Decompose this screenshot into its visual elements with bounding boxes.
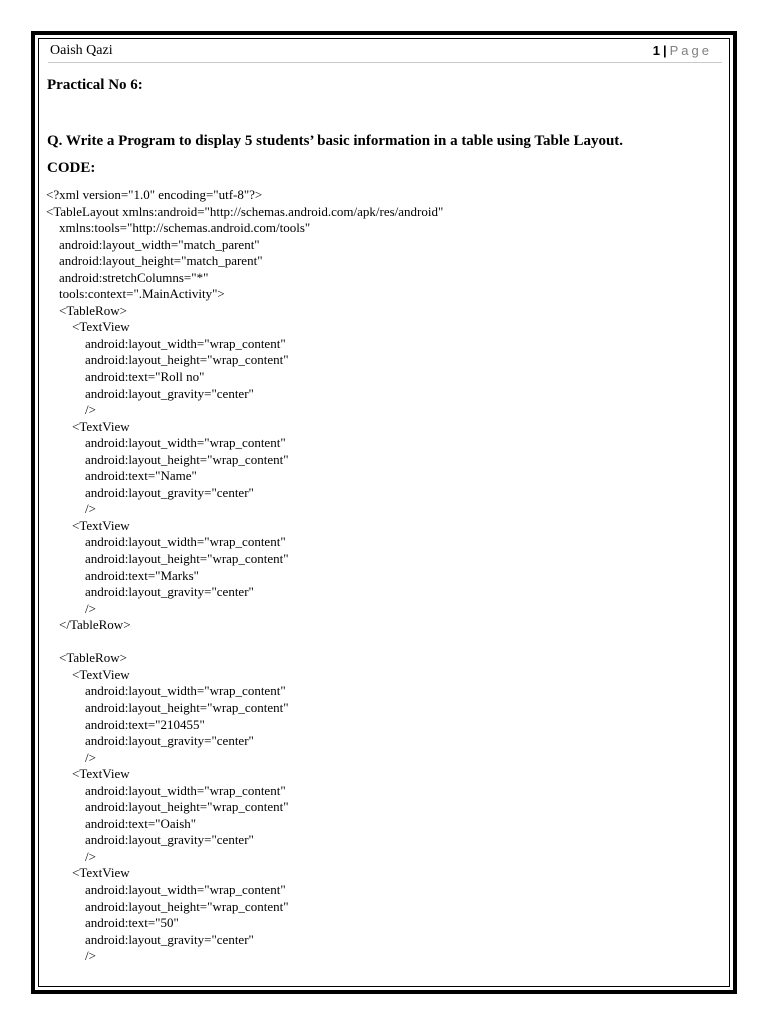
code-line: <?xml version="1.0" encoding="utf-8"?> bbox=[46, 187, 263, 202]
code-line: android:layout_width="wrap_content" bbox=[46, 435, 286, 451]
code-line: android:layout_gravity="center" bbox=[46, 832, 254, 848]
code-line: /> bbox=[46, 501, 96, 517]
code-line: android:text="210455" bbox=[46, 716, 205, 732]
code-line: android:text="Oaish" bbox=[46, 815, 197, 831]
code-line: android:layout_gravity="center" bbox=[46, 484, 254, 500]
header-author: Oaish Qazi bbox=[50, 43, 113, 58]
code-line: android:layout_gravity="center" bbox=[46, 385, 254, 401]
code-line: android:layout_height="wrap_content" bbox=[46, 551, 289, 567]
page-number-value: 1 bbox=[652, 43, 660, 58]
code-label: CODE: bbox=[47, 160, 96, 176]
code-line: android:layout_width="match_parent" bbox=[46, 236, 260, 252]
code-line: android:layout_width="wrap_content" bbox=[46, 335, 286, 351]
question-text: Q. Write a Program to display 5 students’ basic information in a table using Table Layout. bbox=[47, 133, 624, 149]
page-number-separator: | bbox=[662, 43, 667, 58]
code-line: android:layout_gravity="center" bbox=[46, 733, 254, 749]
code-line: android:layout_height="wrap_content" bbox=[46, 799, 289, 815]
code-line: android:text="50" bbox=[46, 915, 179, 931]
code-line: android:layout_gravity="center" bbox=[46, 584, 254, 600]
code-line: android:text="Name" bbox=[46, 468, 197, 484]
practical-title: Practical No 6: bbox=[47, 77, 143, 93]
code-line: /> bbox=[46, 600, 96, 616]
header-page-number bbox=[653, 43, 712, 58]
code-line bbox=[46, 634, 443, 651]
code-line: /> bbox=[46, 402, 96, 418]
code-line: </TableRow> bbox=[46, 617, 131, 633]
code-line: <TextView bbox=[46, 517, 130, 533]
code-line: android:layout_width="wrap_content" bbox=[46, 534, 286, 550]
code-line: tools:context=".MainActivity"> bbox=[46, 286, 225, 302]
code-line: android:layout_width="wrap_content" bbox=[46, 683, 286, 699]
code-line: android:layout_height="match_parent" bbox=[46, 253, 263, 269]
code-line: <TableRow> bbox=[46, 302, 127, 318]
code-line: android:layout_height="wrap_content" bbox=[46, 451, 289, 467]
code-line: android:layout_width="wrap_content" bbox=[46, 782, 286, 798]
code-line: /> bbox=[46, 848, 96, 864]
code-line: <TextView bbox=[46, 865, 130, 881]
code-line: <TextView bbox=[46, 666, 130, 682]
page-header bbox=[48, 42, 722, 63]
code-line: android:text="Roll no" bbox=[46, 369, 205, 385]
code-line: /> bbox=[46, 948, 96, 964]
code-line: <TextView bbox=[46, 766, 130, 782]
code-line: <TableRow> bbox=[46, 650, 127, 666]
code-line: android:layout_gravity="center" bbox=[46, 931, 254, 947]
code-line: android:text="Marks" bbox=[46, 567, 199, 583]
code-block bbox=[46, 187, 443, 965]
code-line: <TableLayout xmlns:android="http://schemas.android.com/apk/res/android" bbox=[46, 203, 444, 219]
code-line: android:stretchColumns="*" bbox=[46, 269, 209, 285]
page-word: Page bbox=[669, 43, 712, 58]
code-line: android:layout_height="wrap_content" bbox=[46, 699, 289, 715]
code-line: android:layout_height="wrap_content" bbox=[46, 352, 289, 368]
code-line: /> bbox=[46, 749, 96, 765]
code-line: <TextView bbox=[46, 418, 130, 434]
code-line: android:layout_height="wrap_content" bbox=[46, 898, 289, 914]
code-line: android:layout_width="wrap_content" bbox=[46, 881, 286, 897]
code-line: xmlns:tools="http://schemas.android.com/tools" bbox=[46, 220, 311, 236]
code-line: <TextView bbox=[46, 319, 130, 335]
